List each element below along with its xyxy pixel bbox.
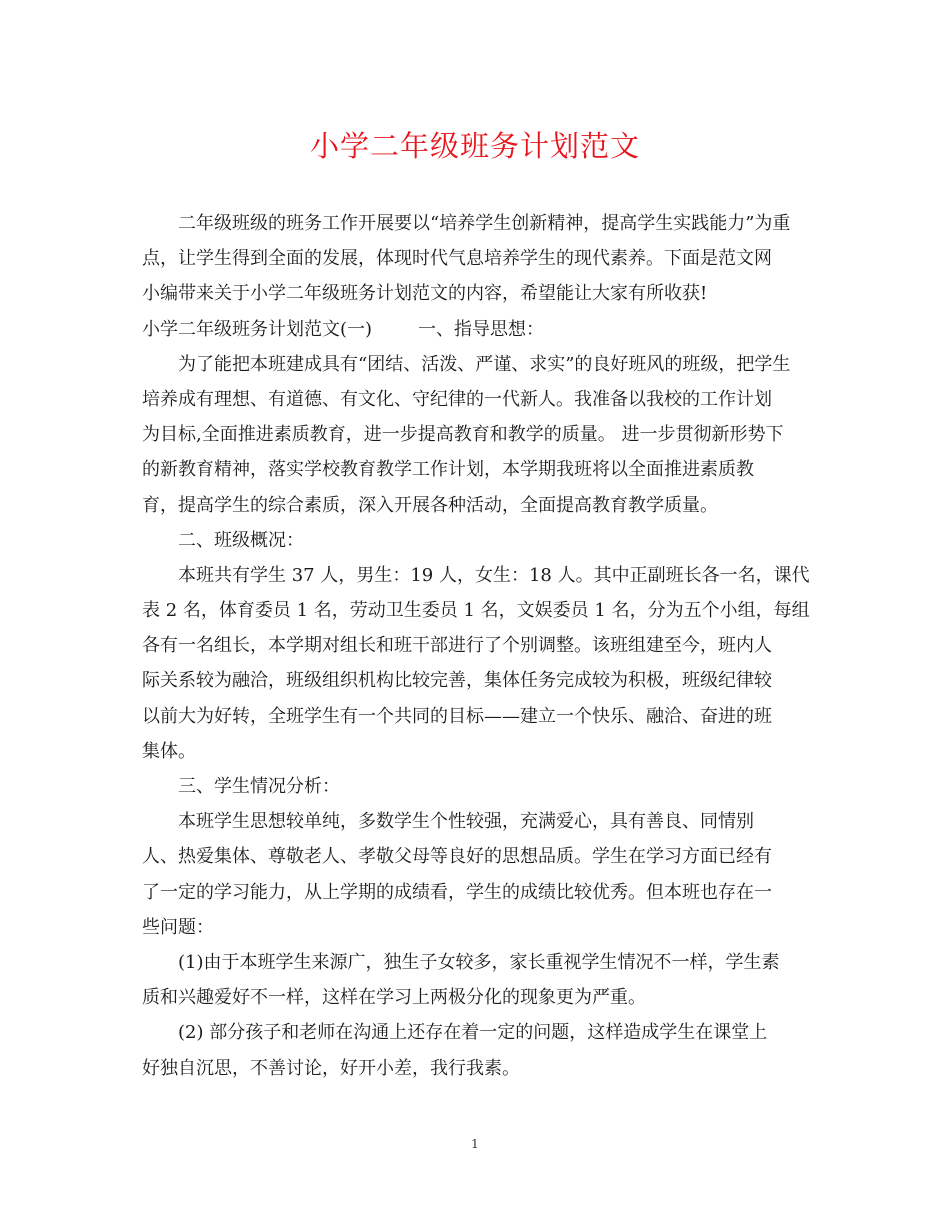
body-line: 为了能把本班建成具有“团结、活泼、严谨、求实”的良好班风的班级，把学生 <box>178 353 791 375</box>
body-line: 各有一名组长，本学期对组长和班干部进行了个别调整。该班组建至今，班内人 <box>142 635 772 657</box>
body-line: 际关系较为融洽，班级组织机构比较完善，集体任务完成较为积极，班级纪律较 <box>142 670 772 692</box>
section-heading: 一、指导思想： <box>418 318 545 340</box>
document-title: 小学二年级班务计划范文 <box>309 129 640 163</box>
body-line: 小编带来关于小学二年级班务计划范文的内容，希望能让大家有所收获! <box>142 283 708 305</box>
body-line: 为目标,全面推进素质教育，进一步提高教育和教学的质量。 进一步贯彻新形势下 <box>142 424 784 446</box>
section-heading: 三、学生情况分析： <box>178 776 340 797</box>
body-line: 好独自沉思，不善讨论，好开小差，我行我素。 <box>142 1057 520 1079</box>
body-line: 以前大为好转，全班学生有一个共同的目标——建立一个快乐、融洽、奋进的班 <box>142 705 772 727</box>
body-line: 质和兴趣爱好不一样，这样在学习上两极分化的现象更为严重。 <box>142 987 646 1009</box>
body-line: 了一定的学习能力，从上学期的成绩看，学生的成绩比较优秀。但本班也存在一 <box>142 881 772 903</box>
body-line: 的新教育精神，落实学校教育教学工作计划，本学期我班将以全面推进素质教 <box>142 459 754 481</box>
body-line: 些问题： <box>142 916 214 938</box>
document-body <box>142 206 814 1086</box>
section-title: 小学二年级班务计划范文(一) <box>142 318 373 340</box>
section-heading: 二、班级概况： <box>178 529 304 551</box>
body-line: (1)由于本班学生来源广，独生子女较多，家长重视学生情况不一样，学生素 <box>178 951 780 973</box>
body-line: 培养成有理想、有道德、有文化、守纪律的一代新人。我准备以我校的工作计划 <box>142 388 772 410</box>
body-line: 本班共有学生 37 人，男生：19 人，女生：18 人。其中正副班长各一名，课代 <box>178 564 810 586</box>
section-line <box>142 312 814 347</box>
body-line: 育，提高学生的综合素质，深入开展各种活动，全面提高教育教学质量。 <box>142 494 718 516</box>
body-line: 本班学生思想较单纯，多数学生个性较强，充满爱心，具有善良、同情别 <box>178 811 754 833</box>
page-number: 1 <box>471 1137 479 1151</box>
body-line: 二年级班级的班务工作开展要以“培养学生创新精神，提高学生实践能力”为重 <box>178 213 791 234</box>
body-line: 集体。 <box>142 740 196 762</box>
body-line: (2) 部分孩子和老师在沟通上还存在着一定的问题，这样造成学生在课堂上 <box>178 1022 768 1044</box>
body-line: 人、热爱集体、尊敬老人、孝敬父母等良好的思想品质。学生在学习方面已经有 <box>142 846 772 868</box>
body-line: 表 2 名，体育委员 1 名，劳动卫生委员 1 名，文娱委员 1 名，分为五个小组，每组 <box>142 600 810 622</box>
body-line: 点，让学生得到全面的发展，体现时代气息培养学生的现代素养。下面是范文网 <box>142 248 772 270</box>
